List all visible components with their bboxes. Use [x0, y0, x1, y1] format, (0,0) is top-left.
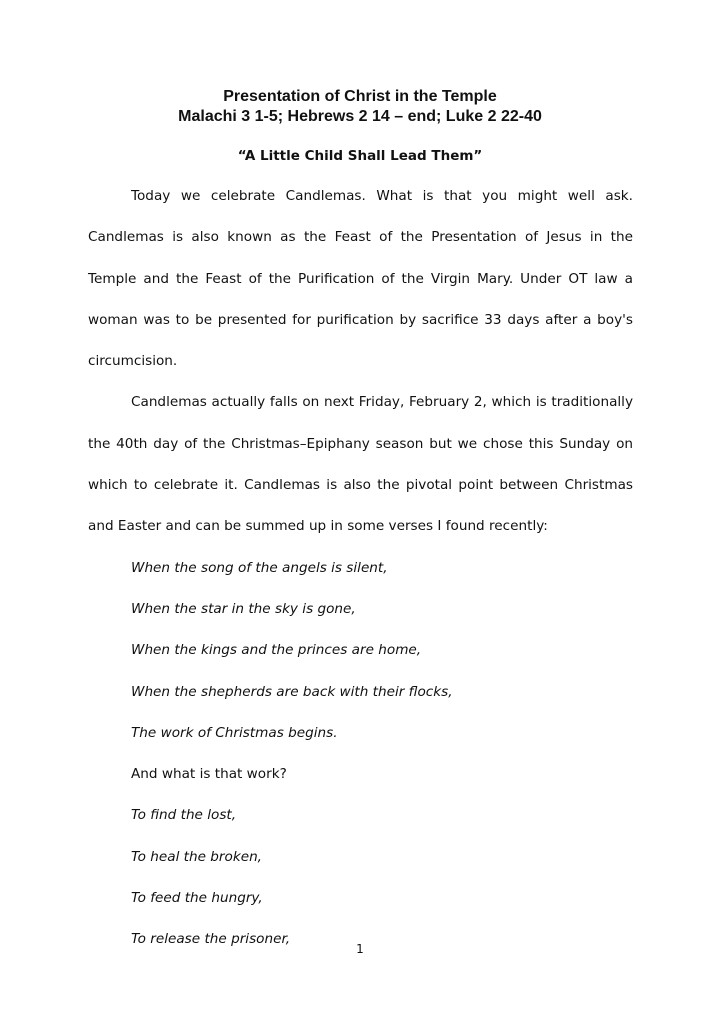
page-number: 1 — [356, 942, 364, 956]
poem-line: When the star in the sky is gone, — [131, 600, 356, 617]
work-line: To release the prisoner, — [131, 931, 291, 948]
question-line: And what is that work? — [131, 766, 287, 783]
work-line: To feed the hungry, — [131, 890, 263, 907]
poem-line: When the shepherds are back with their flocks, — [131, 683, 453, 700]
paragraph: Candlemas actually falls on next Friday, February 2, which is traditionally the 40th day of the Christmas–Epiphany season but we chose this Sunday on which to celebrate it. Candlemas is also the pivotal point between Christmas and Easter and can be summed up in some verses I found recently: — [88, 394, 633, 535]
paragraph: Today we celebrate Candlemas. What is that you might well ask. Candlemas is also known as the Feast of the Presentation of Jesus in the Temple and the Feast of the Purification of the Virgin Mary. Under OT law a woman was to be presented for purification by sacrifice 33 days after a boy's circumcision. — [88, 188, 633, 370]
sermon-heading: Presentation of Christ in the Temple — [223, 88, 497, 105]
work-line: To heal the broken, — [131, 848, 263, 865]
sermon-title: “A Little Child Shall Lead Them” — [237, 148, 483, 164]
poem-line: The work of Christmas begins. — [131, 724, 338, 741]
scripture-readings: Malachi 3 1-5; Hebrews 2 14 – end; Luke 2 22-40 — [178, 108, 542, 125]
poem-line: When the kings and the princes are home, — [131, 642, 422, 659]
work-line: To find the lost, — [131, 807, 237, 824]
poem-line: When the song of the angels is silent, — [131, 559, 388, 576]
sermon-body — [88, 176, 633, 961]
